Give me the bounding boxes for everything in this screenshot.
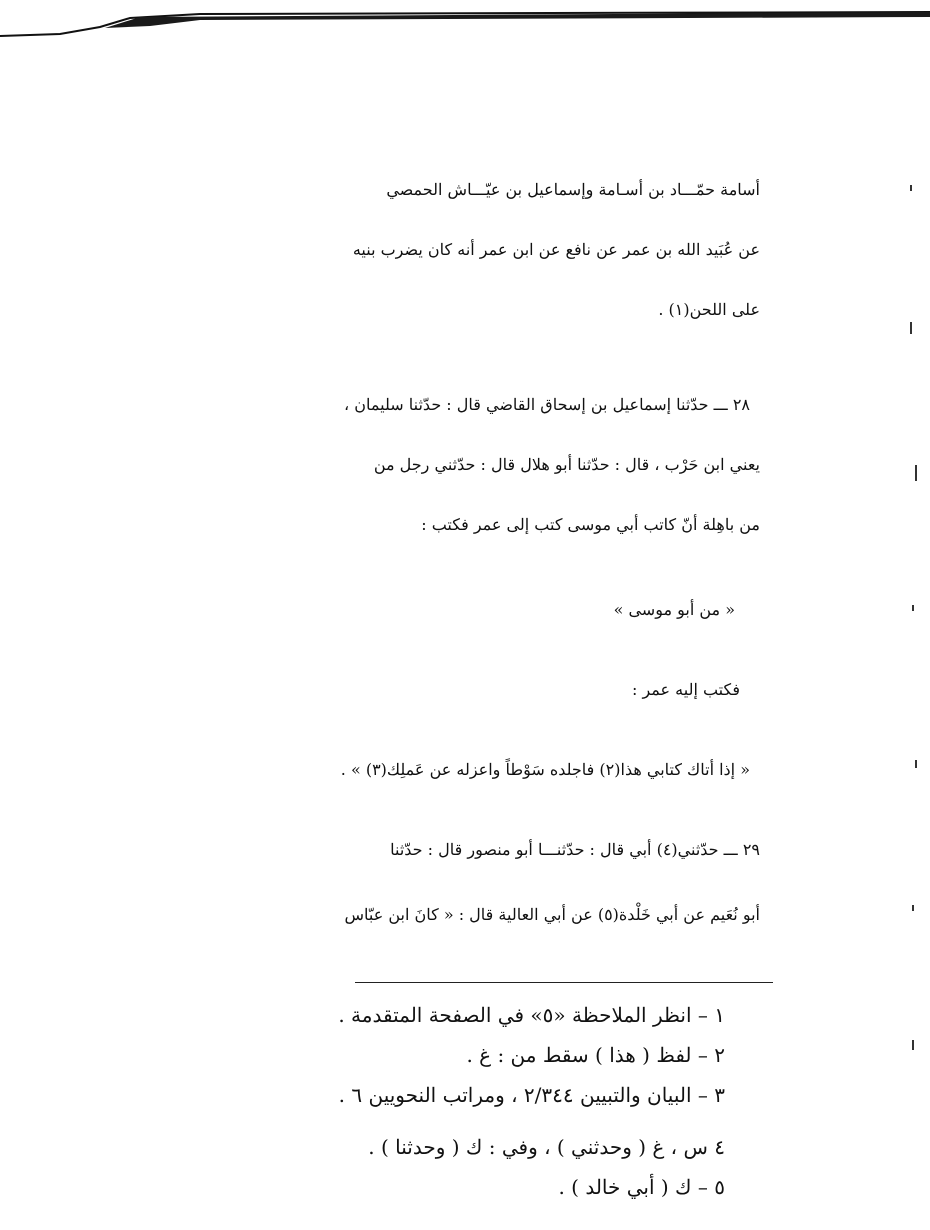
scan-top-edge <box>0 0 930 40</box>
scan-speck <box>910 185 912 191</box>
text-line-4: ٢٨ ـــ حدّثنا إسماعيل بن إسحاق القاضي قال : حدّثنا سليمان ، <box>344 395 750 414</box>
footnote-2: ٢ – لفظ ( هذا ) سقط من : غ . <box>466 1043 725 1067</box>
scan-speck <box>915 760 917 768</box>
text-line-6: من باهِلة أنّ كاتب أبي موسى كتب إلى عمر فكتب : <box>421 515 760 534</box>
text-line-10: ٢٩ ـــ حدّثني(٤) أبي قال : حدّثنـــا أبو منصور قال : حدّثنا <box>390 840 760 859</box>
footnote-4: ٤ س ، غ ( وحدثني ) ، وفي : ك ( وحدثنا ) . <box>368 1135 725 1159</box>
scan-speck <box>912 1040 914 1050</box>
text-line-3: على اللحن(١) . <box>658 300 760 319</box>
text-line-8: فكتب إليه عمر : <box>631 680 740 699</box>
scan-speck <box>915 465 917 481</box>
footnote-3: ٣ – البيان والتبيين ٢/٣٤٤ ، ومراتب النحويين ٦ . <box>338 1083 725 1107</box>
text-line-5: يعني ابن حَرْب ، قال : حدّثنا أبو هلال قال : حدّثني رجل من <box>373 455 760 474</box>
footnote-5: ٥ – ك ( أبي خالد ) . <box>558 1175 725 1199</box>
text-line-9: « إذا أتاك كتابي هذا(٢) فاجلده سَوْطاً واعزله عن عَملِك(٣) » . <box>340 760 750 779</box>
text-line-7: « من أبو موسى » <box>613 600 735 619</box>
scan-speck <box>912 605 914 611</box>
text-line-2: عن عُبَيد الله بن عمر عن نافع عن ابن عمر أنه كان يضرب بنيه <box>352 240 760 259</box>
text-line-11: أبو نُعَيم عن أبي خَلْدة(٥) عن أبي العالية قال : « كانَ ابن عبّاس <box>344 905 760 924</box>
text-line-1: أسامة حمّـــاد بن أسـامة وإسماعيل بن عيّـــاش الحمصي <box>386 180 760 199</box>
scan-speck <box>910 322 912 334</box>
scan-speck <box>912 905 914 911</box>
footnote-1: ١ – انظر الملاحظة «٥» في الصفحة المتقدمة . <box>338 1003 725 1027</box>
footnote-divider <box>355 982 773 983</box>
